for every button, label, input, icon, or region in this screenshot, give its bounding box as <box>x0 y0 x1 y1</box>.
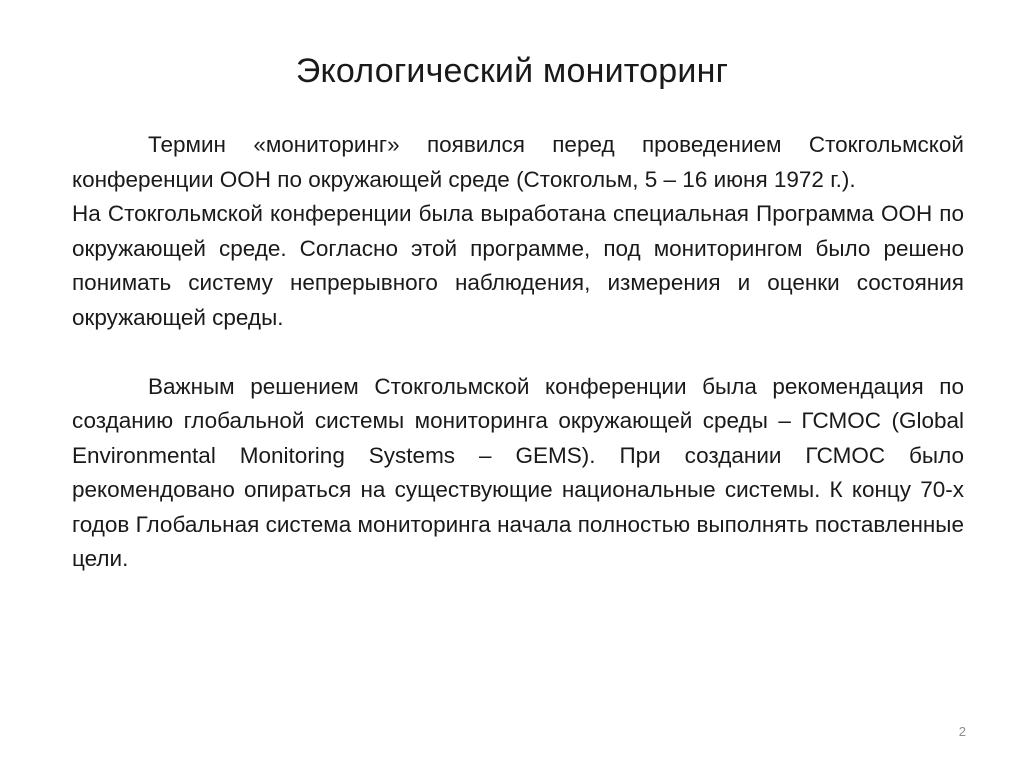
paragraph-spacer <box>72 335 964 370</box>
paragraph-term-origin: Термин «мониторинг» появился перед проведением Стокгольмской конференции ООН по окружающей среде (Стокгольм, 5 – 16 июня 1972 г.). <box>72 132 964 192</box>
paragraph-gems: Важным решением Стокгольмской конференции была рекомендация по созданию глобальной системы мониторинга окружающей среды – ГСМОС (Global Environmental Monitoring Systems – GEMS). При создании ГСМОС было рекомендовано опираться на существующие национальные системы. К концу 70-х годов Глобальная система мониторинга начала полностью выполнять поставленные цели. <box>72 373 964 571</box>
page-number: 2 <box>958 724 966 739</box>
slide-title: Экологический мониторинг <box>295 52 729 90</box>
slide-body <box>72 128 964 577</box>
paragraph-un-program: На Стокгольмской конференции была выработана специальная Программа ООН по окружающей среде. Согласно этой программе, под мониторингом было решено понимать систему непрерывного наблюдения, измерения и оценки состояния окружающей среды. <box>72 201 964 330</box>
